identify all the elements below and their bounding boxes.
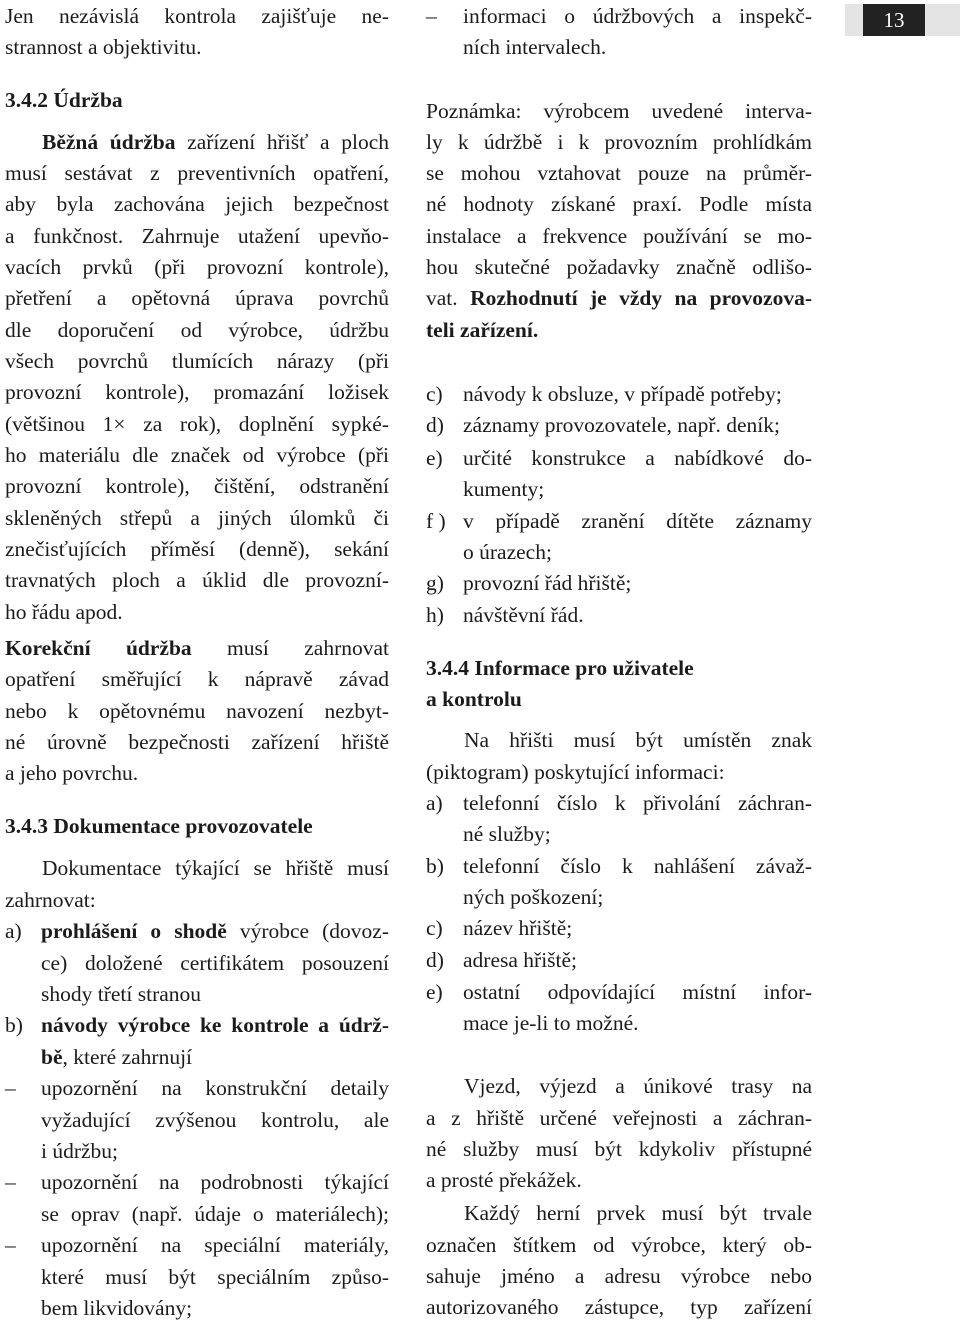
list-marker: g) <box>426 571 444 595</box>
list-item-line: telefonní číslo k přivolání záchran- <box>463 791 812 815</box>
body-text-line: Každý herní prvek musí být trvale <box>464 1201 812 1225</box>
note-text-line: né hodnoty získané praxí. Podle místa <box>426 192 812 216</box>
bold-term: Běžná údržba <box>42 130 176 154</box>
body-text-line: sahuje jméno a adresu výrobce nebo <box>426 1264 812 1288</box>
body-text-line: a prosté překážek. <box>426 1168 582 1192</box>
body-text-line: označen štítkem od výrobce, který ob- <box>426 1233 812 1257</box>
list-item-line: název hřiště; <box>463 916 573 940</box>
body-text-line: ho materiálu dle značek od výrobce (při <box>5 443 389 467</box>
dash-item-line: upozornění na konstrukční detaily <box>41 1076 389 1100</box>
list-item-line: kumenty; <box>463 477 545 501</box>
list-marker: a) <box>426 791 443 815</box>
bold-term: bě <box>41 1045 63 1069</box>
body-text-line: provozní kontrole), promazání ložisek <box>5 380 389 404</box>
list-item-line: shody třetí stranou <box>41 982 202 1006</box>
dash-item-line: informaci o údržbových a inspekč- <box>463 4 812 28</box>
section-heading: 3.4.3 Dokumentace provozovatele <box>5 814 313 838</box>
body-text-line: strannost a objektivitu. <box>5 35 202 59</box>
dash-item-line: které musí být speciálním způso- <box>41 1265 389 1289</box>
list-marker: h) <box>426 603 444 627</box>
list-item-line: telefonní číslo k nahlášení závaž- <box>463 854 812 878</box>
list-item-line: prohlášení o shodě výrobce (dovoz- <box>41 919 389 943</box>
dash-item-line: vyžadující zvýšenou kontrolu, ale <box>41 1108 389 1132</box>
body-text-line: (piktogram) poskytující informaci: <box>426 760 725 784</box>
dash-item-line: i údržbu; <box>41 1139 119 1163</box>
body-text-line: provozní kontrole), čištění, odstranění <box>5 474 389 498</box>
body-text-line: a funkčnost. Zahrnuje utažení upevňo- <box>5 224 389 248</box>
list-item-line: určité konstrukce a nabídkové do- <box>463 446 812 470</box>
list-marker: c) <box>426 916 443 940</box>
note-text-line: se mohou vztahovat pouze na průměr- <box>426 161 812 185</box>
list-item-line: ce) doložené certifikátem posouzení <box>41 951 389 975</box>
section-heading: 3.4.2 Údržba <box>5 88 123 112</box>
body-text-line: (většinou 1× za rok), doplnění sypké- <box>5 412 389 436</box>
body-text-line: znečisťujících příměsí (denně), sekání <box>5 537 389 561</box>
note-text-line: Poznámka: výrobcem uvedené interva- <box>426 99 812 123</box>
body-text-line: nebo k opětovnému navození nezbyt- <box>5 699 389 723</box>
dash-marker: – <box>426 4 437 28</box>
dash-marker: – <box>5 1170 16 1194</box>
body-text-line: Jen nezávislá kontrola zajišťuje ne- <box>5 4 389 28</box>
list-item-line: ostatní odpovídající místní infor- <box>463 980 812 1004</box>
body-text-line: Dokumentace týkající se hřiště musí <box>42 856 389 880</box>
list-marker: d) <box>426 413 444 437</box>
body-text-line: přetření a opětovná úprava povrchů <box>5 286 389 310</box>
dash-item-line: upozornění na speciální materiály, <box>41 1233 389 1257</box>
note-text-line: ly k údržbě i k provozním prohlídkám <box>426 130 812 154</box>
page-number-badge <box>845 4 960 36</box>
list-item-line: záznamy provozovatele, např. deník; <box>463 413 780 437</box>
list-item-line: o úrazech; <box>463 540 552 564</box>
list-item-line: né služby; <box>463 822 551 846</box>
bold-term: Korekční údržba <box>5 636 192 660</box>
list-item-line: provozní řád hřiště; <box>463 571 632 595</box>
list-item-line: mace je-li to možné. <box>463 1011 639 1035</box>
body-text-line: a jeho povrchu. <box>5 761 139 785</box>
list-item-line: návody k obsluze, v případě potřeby; <box>463 382 782 406</box>
body-text-line: ho řádu apod. <box>5 600 123 624</box>
body-text-line: dle doporučení od výrobce, údržbu <box>5 318 389 342</box>
list-item-line: v případě zranění dítěte záznamy <box>463 509 812 533</box>
dash-item-line: ních intervalech. <box>463 35 607 59</box>
list-item-line: návštěvní řád. <box>463 603 584 627</box>
list-marker: f ) <box>426 509 446 533</box>
dash-marker: – <box>5 1233 16 1257</box>
paragraph-first-line: Běžná údržba zařízení hřišť a ploch <box>42 130 389 154</box>
body-text-line: travnatých ploch a úklid dle provozní- <box>5 568 389 592</box>
body-text-line: skleněných střepů a jiných úlomků či <box>5 506 389 530</box>
body-text-line: zahrnovat: <box>5 888 96 912</box>
body-text-line: Vjezd, výjezd a únikové trasy na <box>464 1074 812 1098</box>
bold-term: prohlášení o shodě <box>41 919 227 943</box>
body-text-line: musí sestávat z preventivních opatření, <box>5 161 389 185</box>
body-text-line: autorizovaného zástupce, typ zařízení <box>426 1295 812 1319</box>
list-marker: a) <box>5 919 22 943</box>
body-text-line: opatření směřující k nápravě závad <box>5 667 389 691</box>
body-text-line: né služby musí být kdykoliv přístupné <box>426 1137 812 1161</box>
paragraph-first-line: Korekční údržba musí zahrnovat <box>5 636 390 660</box>
body-text-line: a z hřiště určené veřejnosti a záchran- <box>426 1106 812 1130</box>
list-item-line: adresa hřiště; <box>463 948 578 972</box>
list-marker: e) <box>426 446 443 470</box>
list-item-line: návody výrobce ke kontrole a údrž- <box>41 1013 389 1037</box>
dash-item-line: upozornění na podrobnosti týkající <box>41 1170 389 1194</box>
section-heading: 3.4.4 Informace pro uživatele <box>426 656 694 680</box>
dash-item-line: se oprav (např. údaje o materiálech); <box>41 1202 389 1226</box>
body-text-line: vacích prvků (při provozní kontrole), <box>5 255 389 279</box>
note-text-line: hou skutečné požadavky značně odlišo- <box>426 255 812 279</box>
dash-item-line: bem likvidovány; <box>41 1296 193 1320</box>
list-item-line: ných poškození; <box>463 885 604 909</box>
list-marker: e) <box>426 980 443 1004</box>
list-marker: b) <box>5 1013 23 1037</box>
page-number: 13 <box>863 4 925 36</box>
body-text-line: všech povrchů tlumících nárazy (při <box>5 349 389 373</box>
section-heading: a kontrolu <box>426 687 522 711</box>
list-marker: d) <box>426 948 444 972</box>
dash-marker: – <box>5 1076 16 1100</box>
list-item-line: bě, které zahrnují <box>41 1045 193 1069</box>
body-text-line: né úrovně bezpečnosti zařízení hřiště <box>5 730 389 754</box>
note-text-line: teli zařízení. <box>426 318 539 342</box>
body-text-line: aby byla zachována jejich bezpečnost <box>5 192 389 216</box>
list-marker: b) <box>426 854 444 878</box>
body-text-line: Na hřišti musí být umístěn znak <box>464 728 812 752</box>
note-text-line: vat. Rozhodnutí je vždy na provozova- <box>426 286 812 310</box>
note-text-line: instalace a frekvence používání se mo- <box>426 224 812 248</box>
bold-term: Rozhodnutí je vždy na provozova- <box>470 286 812 310</box>
list-marker: c) <box>426 382 443 406</box>
